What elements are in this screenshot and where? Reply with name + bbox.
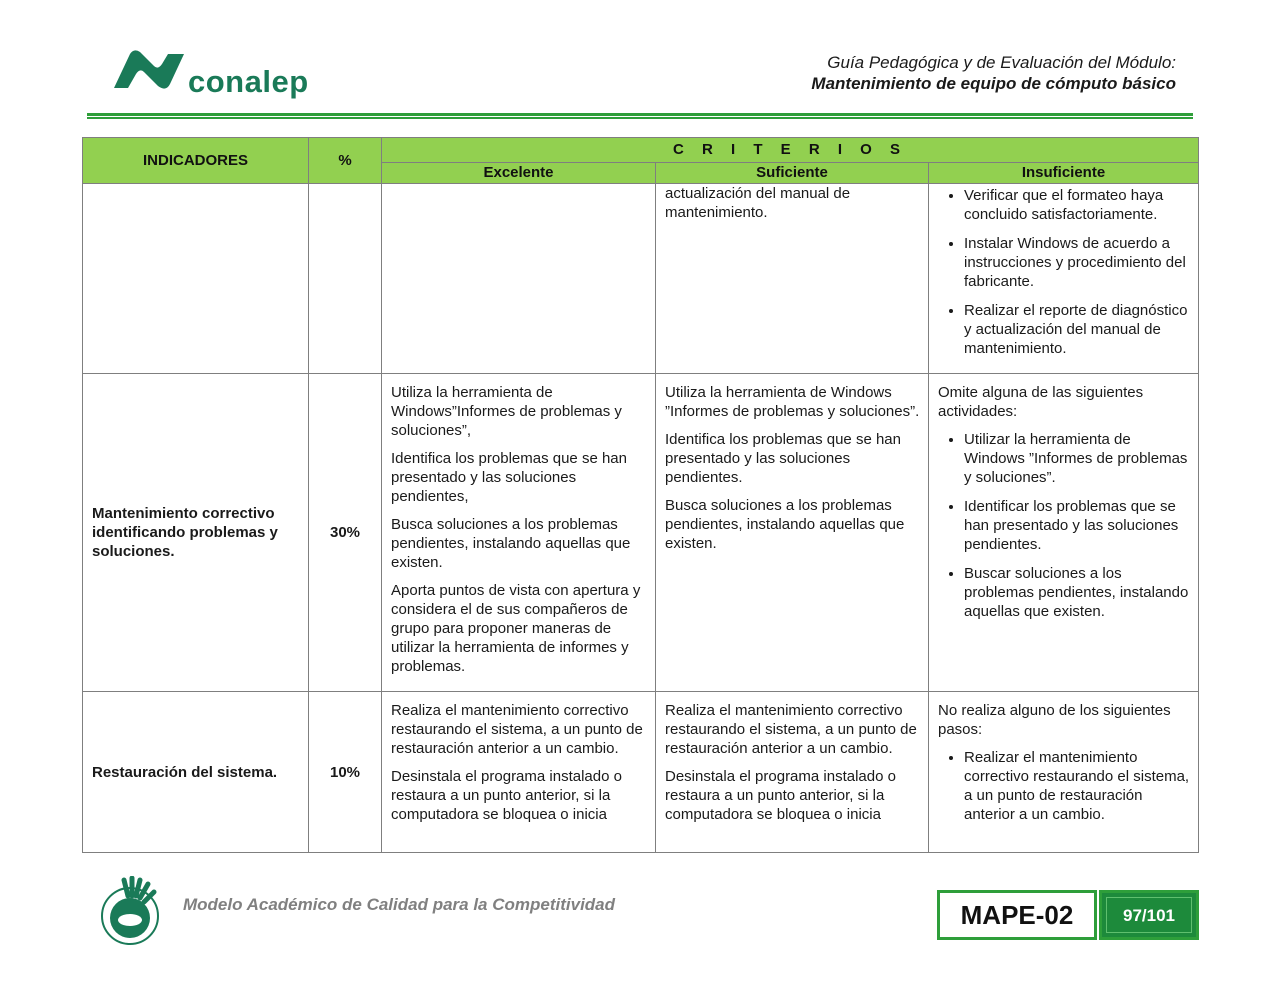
indicator-cell: Restauración del sistema. [83,692,309,853]
criteria-text: Desinstala el programa instalado o restaura a un punto anterior, si la computadora se bloquea o inicia [391,768,622,823]
table-row [83,374,1199,692]
criteria-text: Identifica los problemas que se han presentado y las soluciones pendientes. [665,431,901,486]
criteria-list [938,748,1190,824]
indicator-cell: Mantenimiento correctivo identificando problemas y soluciones. [83,374,309,692]
insuficiente-cell [929,692,1199,853]
criteria-text: Busca soluciones a los problemas pendientes, instalando aquellas que existen. [391,516,631,571]
footer-slogan: Modelo Académico de Calidad para la Competitividad [183,895,616,914]
criteria-intro: No realiza alguno de los siguientes pasos: [938,702,1171,738]
conalep-logo-text: conalep [188,64,309,99]
list-item: • Identificar los problemas que se han presentado y las soluciones pendientes. [964,497,1190,554]
excelente-cell [382,184,656,374]
criteria-text: actualización del manual de mantenimiento. [665,185,851,221]
header-rule [87,113,1193,116]
suficiente-cell [656,374,929,692]
criteria-text: Desinstala el programa instalado o restaura a un punto anterior, si la computadora se bloquea o inicia [665,768,896,823]
document-code: MAPE-02 [937,890,1097,940]
suficiente-cell [656,184,929,374]
list-item: • Verificar que el formateo haya concluido satisfactoriamente. [964,186,1190,224]
list-item: • Realizar el mantenimiento correctivo restaurando el sistema, a un punto de restauración anterior a un cambio. [964,748,1190,824]
insuficiente-cell [929,374,1199,692]
criteria-text: Identifica los problemas que se han presentado y las soluciones pendientes, [391,450,627,505]
suficiente-cell [656,692,929,853]
header-indicadores: INDICADORES [83,138,309,184]
percent-cell: 10% [309,692,382,853]
criteria-intro: Omite alguna de las siguientes actividades: [938,384,1144,420]
conalep-logo [110,48,310,108]
list-item: • Realizar el reporte de diagnóstico y actualización del manual de mantenimiento. [964,301,1190,358]
criteria-list [938,186,1190,358]
list-item: • Buscar soluciones a los problemas pendientes, instalando aquellas que existen. [964,564,1190,621]
header-excelente: Excelente [382,163,656,184]
criteria-text: Utiliza la herramienta de Windows ”Informes de problemas y soluciones”. [665,384,920,420]
document-title-line1: Guía Pedagógica y de Evaluación del Módulo: [827,53,1176,72]
criteria-text: Realiza el mantenimiento correctivo restaurando el sistema, a un punto de restauración anterior a un cambio. [391,702,643,757]
header-suficiente: Suficiente [656,163,929,184]
insuficiente-cell [929,184,1199,374]
percent-cell [309,184,382,374]
header-rule-secondary [87,117,1193,119]
rubric-table [82,137,1199,853]
page-number: 97/101 [1106,897,1192,933]
header-insuficiente: Insuficiente [929,163,1199,184]
criteria-text: Aporta puntos de vista con apertura y considera el de sus compañeros de grupo para proponer maneras de utilizar la herramienta de informes y problemas. [391,582,641,675]
calidad-seal-icon [94,876,166,946]
criteria-text: Utiliza la herramienta de Windows”Informes de problemas y soluciones”, [391,384,622,439]
table-row [83,692,1199,853]
list-item: • Utilizar la herramienta de Windows ”Informes de problemas y soluciones”. [964,430,1190,487]
header-percent: % [309,138,382,184]
excelente-cell [382,374,656,692]
table-row [83,184,1199,374]
conalep-emblem-icon [110,48,186,94]
document-title [811,52,1176,94]
list-item: • Instalar Windows de acuerdo a instrucciones y procedimiento del fabricante. [964,234,1190,291]
excelente-cell [382,692,656,853]
criteria-text: Busca soluciones a los problemas pendientes, instalando aquellas que existen. [665,497,905,552]
page-number-box [1099,890,1199,940]
percent-cell: 30% [309,374,382,692]
header-criterios: C R I T E R I O S [382,138,1199,163]
document-title-line2: Mantenimiento de equipo de cómputo básico [811,74,1176,93]
criteria-list [938,430,1190,621]
criteria-text: Realiza el mantenimiento correctivo restaurando el sistema, a un punto de restauración anterior a un cambio. [665,702,917,757]
indicator-cell [83,184,309,374]
